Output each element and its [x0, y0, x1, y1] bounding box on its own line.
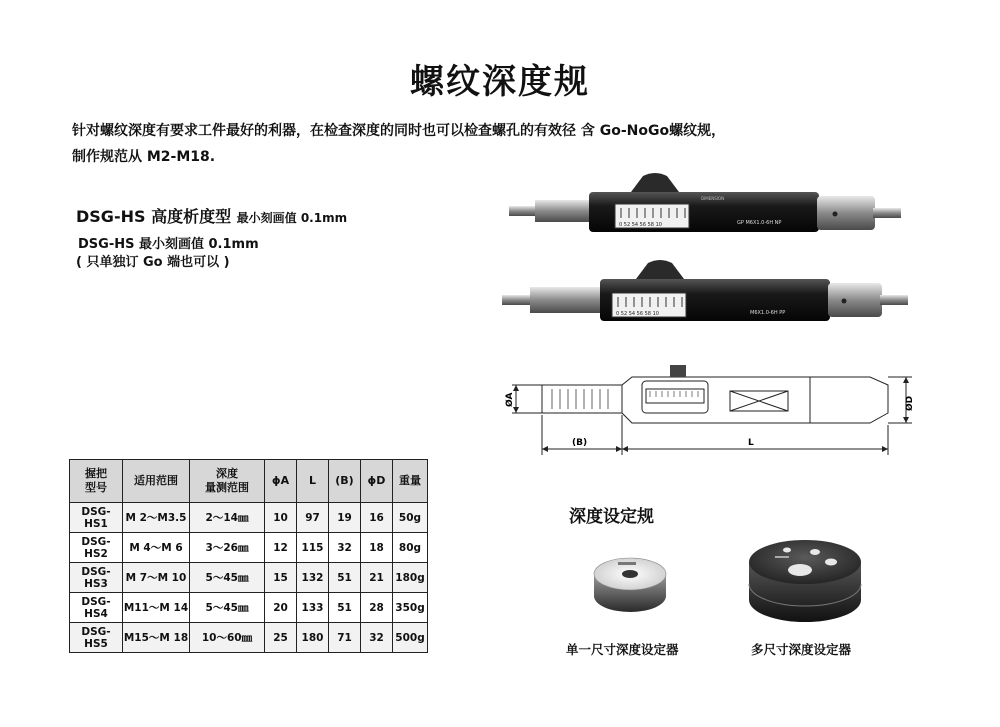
single-setting-ring-photo: [590, 540, 670, 620]
table-cell: 32: [361, 623, 393, 653]
table-cell: 12: [265, 533, 297, 563]
table-cell: 28: [361, 593, 393, 623]
gauge-technical-drawing: [500, 345, 930, 457]
single-setting-caption: 单一尺寸深度设定器: [566, 642, 679, 657]
model-name: DSG-HS 高度析度型: [76, 207, 232, 226]
table-cell: 500g: [393, 623, 428, 653]
header-cell: 握把 型号: [70, 460, 123, 503]
table-cell: 15: [265, 563, 297, 593]
table-cell: 115: [297, 533, 329, 563]
table-cell: 133: [297, 593, 329, 623]
table-header-row: [70, 460, 428, 503]
table-cell: DSG-HS2: [70, 533, 123, 563]
table-cell: 5～45㎜: [190, 593, 265, 623]
table-cell: M 2～M3.5: [123, 503, 190, 533]
table-cell: DSG-HS4: [70, 593, 123, 623]
table-cell: 51: [329, 563, 361, 593]
intro-line-1: 针对螺纹深度有要求工件最好的利器，在检查深度的同时也可以检查螺孔的有效径 含 Go-NoGo螺纹规，: [72, 123, 726, 139]
table-row: [70, 533, 428, 563]
table-cell: 21: [361, 563, 393, 593]
table-cell: 350g: [393, 593, 428, 623]
model-subline-2: ( 只单独订 Go 端也可以 ): [76, 255, 230, 270]
header-cell: 深度 量测范围: [190, 460, 265, 503]
table-cell: 80g: [393, 533, 428, 563]
table-cell: M 4～M 6: [123, 533, 190, 563]
table-cell: M15～M 18: [123, 623, 190, 653]
table-cell: 180g: [393, 563, 428, 593]
table-row: [70, 623, 428, 653]
model-resolution: 最小刻画值 0.1mm: [236, 211, 348, 225]
table-cell: 16: [361, 503, 393, 533]
intro-line-2: 制作规范从 M2-M18.: [72, 149, 216, 165]
table-cell: 71: [329, 623, 361, 653]
table-cell: M 7～M 10: [123, 563, 190, 593]
dim-b-label: (B): [572, 438, 588, 448]
table-cell: 3～26㎜: [190, 533, 265, 563]
table-cell: 97: [297, 503, 329, 533]
table-cell: DSG-HS5: [70, 623, 123, 653]
model-heading: [76, 204, 347, 227]
table-cell: DSG-HS1: [70, 503, 123, 533]
spec-table: [69, 459, 428, 653]
table-row: [70, 563, 428, 593]
table-cell: 180: [297, 623, 329, 653]
scale-numbers: 0 52 54 56 58 10: [619, 222, 662, 228]
setting-gauge-heading: 深度设定规: [569, 507, 654, 527]
table-cell: M11～M 14: [123, 593, 190, 623]
depth-gauge-photo-bottom: [500, 257, 910, 337]
table-cell: DSG-HS3: [70, 563, 123, 593]
multi-setting-caption: 多尺寸深度设定器: [751, 642, 852, 657]
multi-setting-disc-photo: [745, 522, 865, 630]
table-row: [70, 503, 428, 533]
header-cell: 适用范围: [123, 460, 190, 503]
gauge-brand: DIMENSION: [701, 196, 725, 201]
table-cell: 5～45㎜: [190, 563, 265, 593]
header-cell: 重量: [393, 460, 428, 503]
dim-a-label: ØA: [505, 392, 515, 407]
scale-numbers-2: 0 52 54 56 58 10: [616, 311, 659, 317]
table-cell: 32: [329, 533, 361, 563]
table-cell: 10～60㎜: [190, 623, 265, 653]
header-cell: L: [297, 460, 329, 503]
header-cell: (B): [329, 460, 361, 503]
table-cell: 25: [265, 623, 297, 653]
page-title: 螺纹深度规: [410, 62, 590, 102]
dim-d-label: ØD: [905, 395, 915, 411]
table-cell: 10: [265, 503, 297, 533]
header-cell: ϕA: [265, 460, 297, 503]
header-cell: ϕD: [361, 460, 393, 503]
gauge-body-text-2: M6X1.0-6H PP: [750, 310, 786, 316]
model-subline-1: DSG-HS 最小刻画值 0.1mm: [78, 237, 259, 252]
table-row: [70, 593, 428, 623]
table-cell: 19: [329, 503, 361, 533]
depth-gauge-photo-top: [505, 168, 905, 248]
dim-l-label: L: [748, 438, 754, 448]
gauge-body-text: GP M6X1.0-6H NP: [737, 220, 782, 226]
table-cell: 2～14㎜: [190, 503, 265, 533]
table-cell: 50g: [393, 503, 428, 533]
table-cell: 18: [361, 533, 393, 563]
table-cell: 20: [265, 593, 297, 623]
table-cell: 132: [297, 563, 329, 593]
table-cell: 51: [329, 593, 361, 623]
